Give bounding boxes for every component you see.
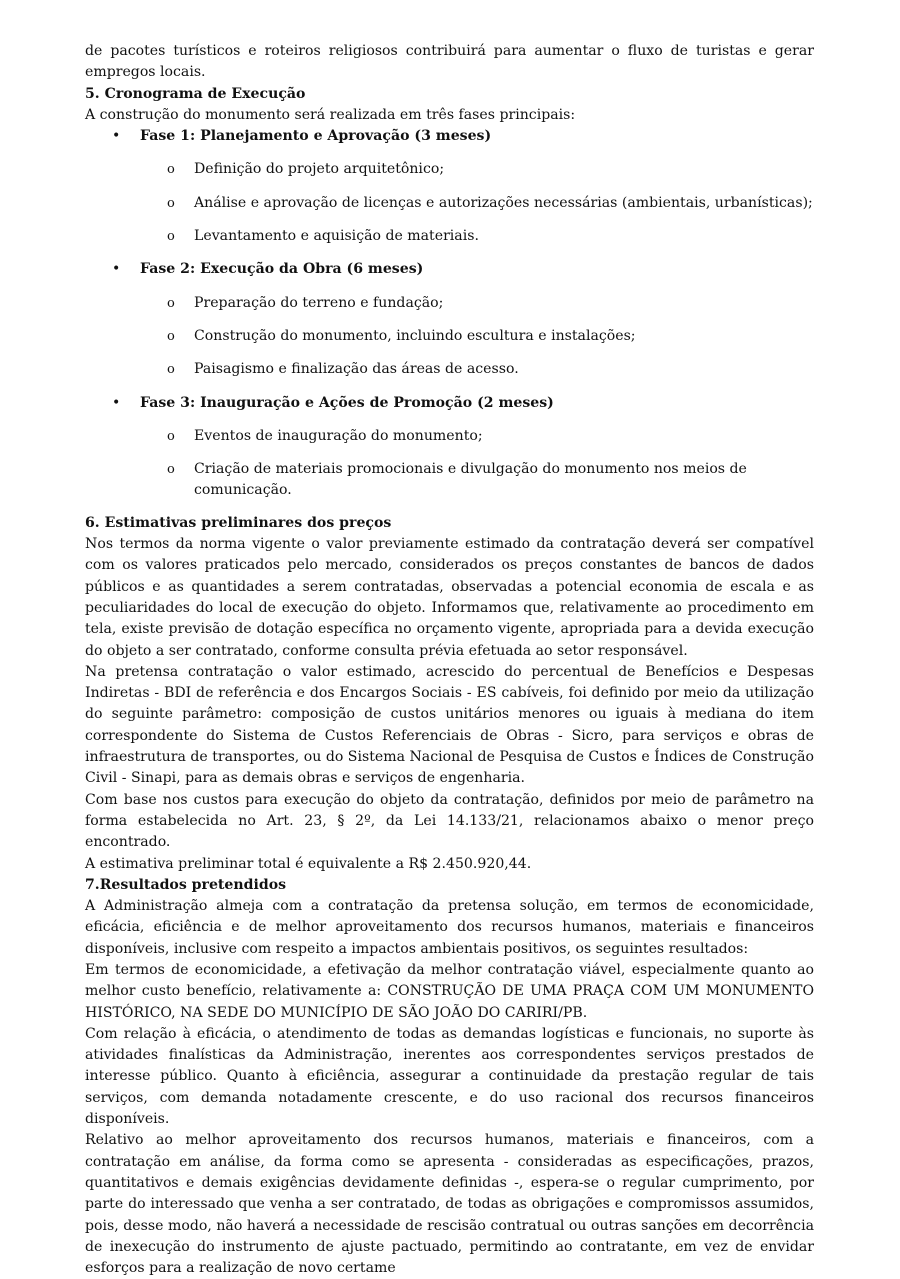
section7-paragraph-1: A Administração almeja com a contratação da pretensa solução, em termos de economicidade, eficácia, eficiência e de melhor aproveitamento dos recursos humanos, materiais e financeiros disponíveis, inclusive com respeito a impactos ambientais positivos, os seguintes resultados:: [85, 898, 814, 957]
section6-paragraph-2: Na pretensa contratação o valor estimado, acrescido do percentual de Benefícios e Despesas Indiretas - BDI de referência e dos Encargos Sociais - ES cabíveis, foi definido por meio da utilização do seguinte parâmetro: composição de custos unitários menores ou iguais à mediana do item correspondente do Sistema de Custos Referenciais de Obras - Sicro, para serviços e obras de infraestrutura de transportes, ou do Sistema Nacional de Pesquisa de Custos e Índices de Construção Civil - Sinapi, para as demais obras e serviços de engenharia.: [85, 663, 814, 787]
circle-bullet-icon: o: [167, 195, 175, 211]
phase-item-text: Eventos de inauguração do monumento;: [194, 427, 483, 444]
phase-2-item-2: [85, 326, 814, 347]
section7-paragraph-3: Com relação à eficácia, o atendimento de todas as demandas logísticas e funcionais, no suporte às atividades finalísticas da Administração, inerentes aos correspondentes serviços prestados de interesse público. Quanto à eficiência, assegurar a continuidade da prestação regular de tais serviços, com demanda notadamente crescente, e do uso racional dos recursos financeiros disponíveis.: [85, 1025, 814, 1128]
circle-bullet-icon: o: [167, 462, 175, 478]
intro-tail-paragraph: de pacotes turísticos e roteiros religiosos contribuirá para aumentar o fluxo de turistas e gerar empregos locais.: [85, 43, 814, 81]
phase-item-text: Criação de materiais promocionais e divulgação do monumento nos meios de comunicação.: [194, 461, 747, 499]
circle-bullet-icon: o: [167, 162, 175, 178]
phase-item-text: Levantamento e aquisição de materiais.: [194, 228, 479, 245]
section6-paragraph-1: Nos termos da norma vigente o valor previamente estimado da contratação deverá ser compatível com os valores praticados pelo mercado, considerados os preços constantes de bancos de dados públicos e as quantidades a serem contratadas, observadas a potencial economia de escala e as peculiaridades do local de execução do objeto. Informamos que, relativamente ao procedimento em tela, existe previsão de dotação específica no orçamento vigente, apropriada para a devida execução do objeto a ser contratado, conforme consulta prévia efetuada ao setor responsável.: [85, 536, 814, 659]
section7-heading: 7.Resultados pretendidos: [85, 876, 287, 893]
section6-paragraph-4: A estimativa preliminar total é equivalente a R$ 2.450.920,44.: [85, 855, 532, 872]
phase-2-item-3: [85, 359, 814, 380]
bullet-icon: •: [112, 394, 121, 411]
section7-paragraph-4: Relativo ao melhor aproveitamento dos recursos humanos, materiais e financeiros, com a contratação em análise, da forma como se apresenta - consideradas as especificações, prazos, quantitativos e demais exigências devidamente definidas -, espera-se o regular cumprimento, por parte do interessado que venha a ser contratado, de todas as obrigações e compromissos assumidos, pois, desse modo, não haverá a necessidade de rescisão contratual ou outras sanções em decorrência de inexecução do instrumento de ajuste pactuado, permitindo ao contratante, em vez de envidar esforços para a realização de novo certame: [85, 1132, 814, 1277]
circle-bullet-icon: o: [167, 328, 175, 344]
section5-heading: 5. Cronograma de Execução: [85, 85, 306, 102]
bullet-icon: •: [112, 261, 121, 278]
circle-bullet-icon: o: [167, 229, 175, 245]
phase-item-text: Preparação do terreno e fundação;: [194, 294, 444, 311]
phase-title-text: Fase 1: Planejamento e Aprovação (3 meses): [140, 128, 492, 145]
document-page: [85, 41, 814, 1279]
phase-item-text: Construção do monumento, incluindo escultura e instalações;: [194, 327, 636, 344]
phase-title-text: Fase 3: Inauguração e Ações de Promoção (2 meses): [140, 394, 554, 411]
phase-3-item-1: [85, 426, 814, 447]
phase-1-item-1: [85, 159, 814, 180]
phase-2-item-1: [85, 293, 814, 314]
section6-paragraph-3: Com base nos custos para execução do objeto da contratação, definidos por meio de parâmetro na forma estabelecida no Art. 23, § 2º, da Lei 14.133/21, relacionamos abaixo o menor preço encontrado.: [85, 791, 814, 851]
phase-item-text: Definição do projeto arquitetônico;: [194, 161, 445, 178]
bullet-icon: •: [112, 128, 121, 145]
phase-1-item-2: [85, 193, 814, 214]
section7-paragraph-2: Em termos de economicidade, a efetivação da melhor contratação viável, especialmente quanto ao melhor custo benefício, relativamente a: CONSTRUÇÃO DE UMA PRAÇA COM UM MONUMENTO HISTÓRICO, NA SEDE DO MUNICÍPIO DE SÃO JOÃO DO CARIRI/PB.: [85, 961, 814, 1021]
phase-2-title: [85, 259, 814, 280]
circle-bullet-icon: o: [167, 295, 175, 311]
section6-heading: 6. Estimativas preliminares dos preços: [85, 514, 392, 531]
phase-title-text: Fase 2: Execução da Obra (6 meses): [140, 261, 424, 278]
phase-3-item-2: [85, 459, 814, 502]
phase-item-text: Paisagismo e finalização das áreas de acesso.: [194, 361, 519, 378]
phase-1-item-3: [85, 226, 814, 247]
phase-1-title: [85, 126, 814, 147]
section5-intro: A construção do monumento será realizada em três fases principais:: [85, 106, 576, 123]
phase-item-text: Análise e aprovação de licenças e autorizações necessárias (ambientais, urbanísticas);: [194, 194, 813, 211]
circle-bullet-icon: o: [167, 428, 175, 444]
phase-3-title: [85, 393, 814, 414]
circle-bullet-icon: o: [167, 362, 175, 378]
